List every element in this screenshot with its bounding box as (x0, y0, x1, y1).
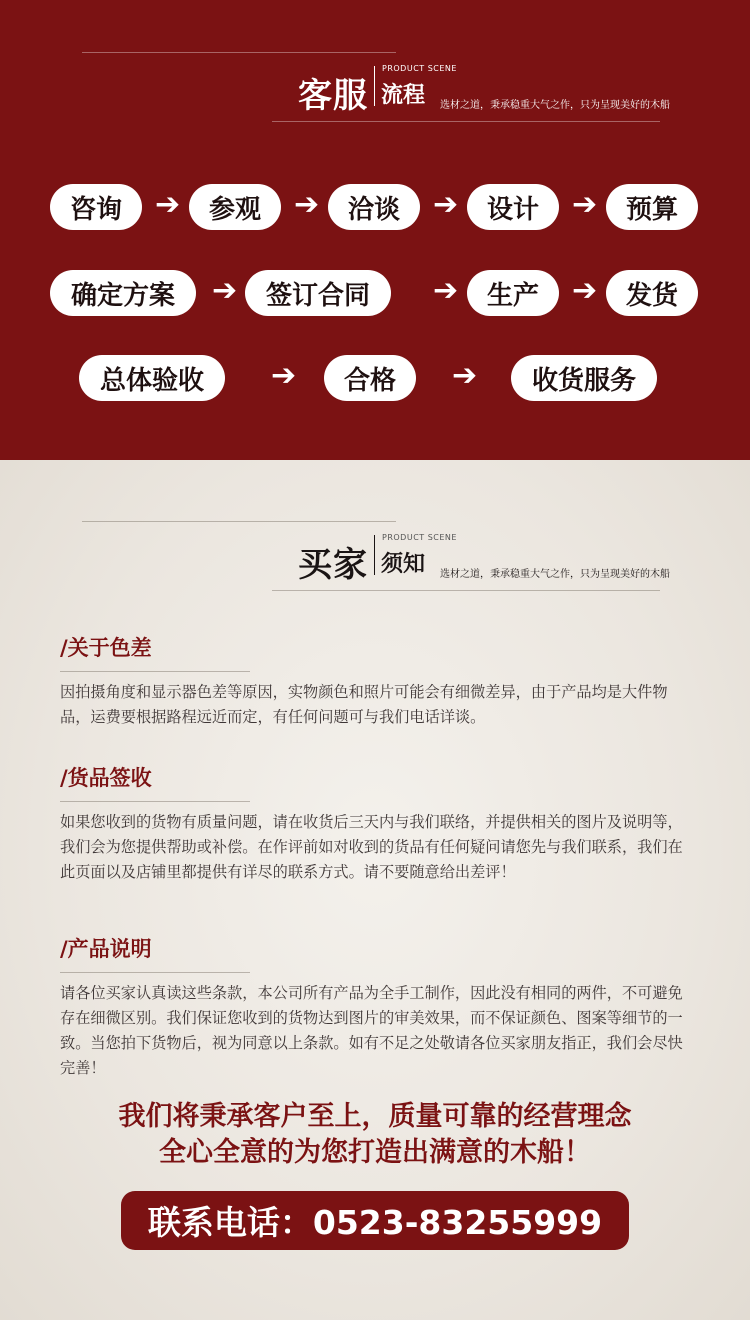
step-negotiate: 洽谈 (328, 184, 420, 230)
step-production: 生产 (467, 270, 559, 316)
step-after-sales: 收货服务 (511, 355, 657, 401)
section-title: /产品说明 (60, 937, 152, 961)
notice-tagline: 选材之道，秉承稳重大气之作，只为呈现美好的木船 (440, 569, 670, 580)
step-qualified: 合格 (324, 355, 416, 401)
notice-title-sub: 须知 (381, 552, 426, 577)
section-body: 因拍摄角度和显示器色差等原因，实物颜色和照片可能会有细微差异，由于产品均是大件物品，运费要根据路程远近而定，有任何问题可与我们电话详谈。 (60, 683, 668, 726)
arrow-right-icon: ➔ (452, 358, 478, 393)
service-header (0, 52, 750, 132)
section-divider (60, 972, 250, 973)
header-divider-top (82, 521, 396, 522)
header-divider-bottom (272, 121, 660, 122)
notice-section-delivery-receipt (60, 762, 690, 885)
service-title-english: PRODUCT SCENE (382, 64, 457, 73)
section-body: 请各位买家认真读这些条款，本公司所有产品为全手工制作，因此没有相同的两件，不可避免存在细微区别。我们保证您收到的货物达到图片的审美效果，而不保证颜色、图案等细节的一致。当您拍下货物后，视为同意以上条款。如有不足之处敬请各位买家朋友指正，我们会尽快完善！ (60, 984, 683, 1077)
arrow-right-icon: ➔ (294, 187, 320, 222)
notice-section-product-description (60, 933, 690, 1081)
title-separator (374, 535, 375, 575)
arrow-right-icon: ➔ (572, 187, 598, 222)
service-title-main: 客服 (298, 76, 368, 116)
step-visit: 参观 (189, 184, 281, 230)
step-design: 设计 (467, 184, 559, 230)
header-divider-bottom (272, 590, 660, 591)
notice-title-english: PRODUCT SCENE (382, 533, 457, 542)
step-ship: 发货 (606, 270, 698, 316)
arrow-right-icon: ➔ (155, 187, 181, 222)
notice-title-main: 买家 (298, 545, 368, 585)
title-separator (374, 66, 375, 106)
section-title: /关于色差 (60, 636, 152, 660)
service-tagline: 选材之道，秉承稳重大气之作，只为呈现美好的木船 (440, 100, 670, 111)
step-consult: 咨询 (50, 184, 142, 230)
notice-header (0, 521, 750, 601)
section-body: 如果您收到的货物有质量问题，请在收货后三天内与我们联络，并提供相关的图片及说明等，我们会为您提供帮助或补偿。在作评前如对收到的货品有任何疑问请您先与我们联系，我们在此页面以及店铺里都提供有详尽的联系方式。请不要随意给出差评！ (60, 813, 683, 881)
arrow-right-icon: ➔ (433, 273, 459, 308)
header-divider-top (82, 52, 396, 53)
section-title: /货品签收 (60, 766, 152, 790)
arrow-right-icon: ➔ (271, 358, 297, 393)
step-sign-contract: 签订合同 (245, 270, 391, 316)
buyer-notice-section (0, 460, 750, 1320)
step-confirm-plan: 确定方案 (50, 270, 196, 316)
service-title-sub: 流程 (381, 83, 426, 108)
arrow-right-icon: ➔ (433, 187, 459, 222)
notice-section-color-difference (60, 632, 690, 730)
step-budget: 预算 (606, 184, 698, 230)
arrow-right-icon: ➔ (572, 273, 598, 308)
step-acceptance: 总体验收 (79, 355, 225, 401)
contact-phone: 联系电话：0523-83255999 (121, 1191, 629, 1250)
service-process-section (0, 0, 750, 460)
slogan-line-1: 我们将秉承客户至上，质量可靠的经营理念 (118, 1101, 632, 1132)
arrow-right-icon: ➔ (212, 273, 238, 308)
section-divider (60, 801, 250, 802)
section-divider (60, 671, 250, 672)
slogan-line-2: 全心全意的为您打造出满意的木船！ (159, 1137, 591, 1168)
